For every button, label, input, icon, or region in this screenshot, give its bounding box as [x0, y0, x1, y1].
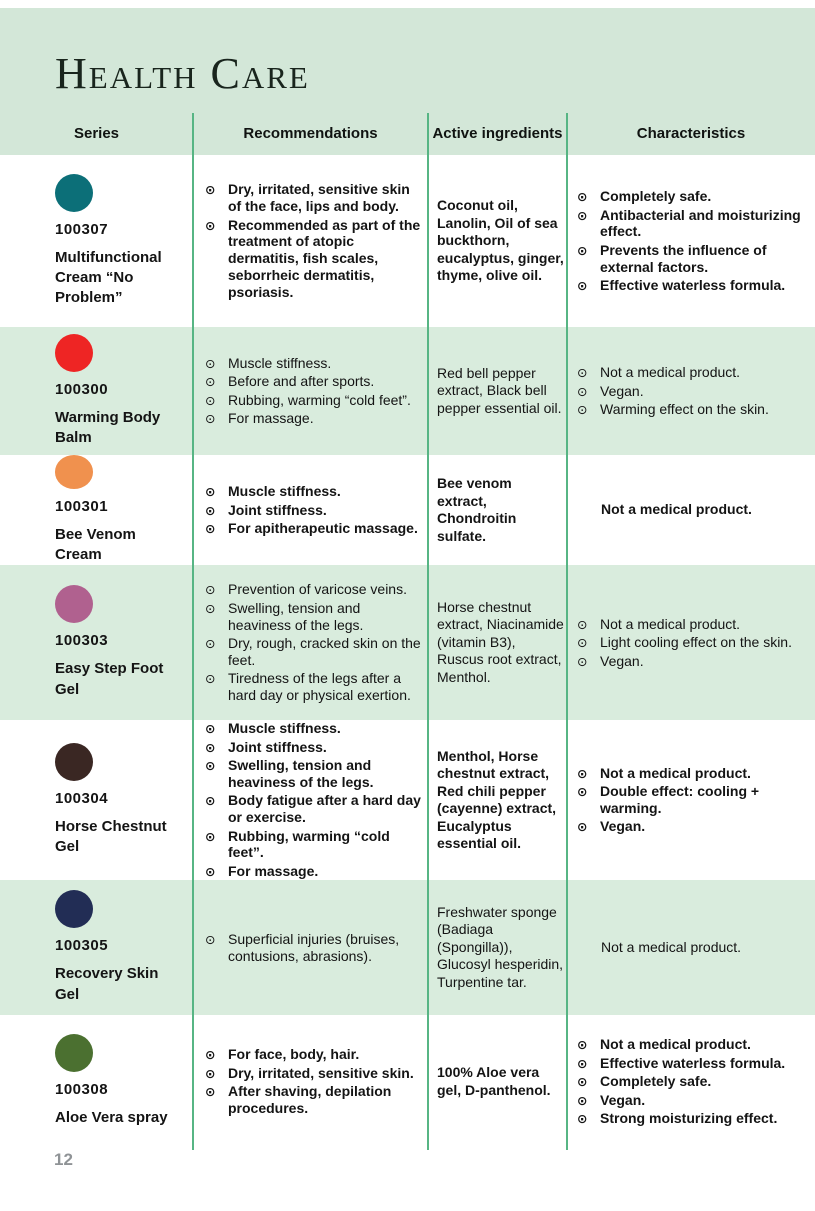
table-row [0, 455, 815, 565]
bullet-text: Before and after sports. [228, 373, 375, 390]
recommendations-cell [193, 880, 428, 1015]
circled-dot-bullet-icon: ⊙ [205, 217, 216, 233]
bullet-text: Vegan. [600, 1091, 646, 1108]
bullet-text: Tiredness of the legs after a hard day or physical exertion. [228, 670, 411, 703]
circled-dot-bullet-icon: ⊙ [577, 1111, 588, 1126]
circled-dot-bullet-icon: ⊙ [577, 277, 588, 293]
bullet-text: Vegan. [600, 382, 644, 399]
bullet-item [577, 653, 803, 670]
ingredients-cell [428, 565, 567, 720]
recommendations-cell [193, 327, 428, 455]
characteristics-text: Not a medical product. [601, 938, 742, 955]
circled-dot-bullet-icon: ⊙ [577, 784, 588, 800]
circled-dot-bullet-icon: ⊙ [205, 392, 216, 408]
product-name: Warming Body Balm [55, 408, 161, 446]
bullet-item [205, 520, 424, 537]
bullet-text: Rubbing, warming “cold feet”. [228, 391, 411, 408]
bullet-item [205, 757, 424, 791]
circled-dot-bullet-icon: ⊙ [205, 1047, 216, 1063]
bullet-list [205, 482, 424, 539]
bullet-text: Not a medical product. [600, 764, 751, 781]
ingredients-text: Freshwater sponge (Badiaga (Spongilla)), Glucosyl hesperidin, Turpentine tar. [437, 903, 564, 990]
bullet-item [205, 483, 424, 500]
bullet-text: Rubbing, warming “cold feet”. [228, 827, 390, 861]
characteristics-cell [567, 327, 815, 455]
bullet-item [205, 739, 424, 756]
recommendations-cell [193, 565, 428, 720]
circled-dot-bullet-icon: ⊙ [205, 828, 216, 844]
circled-dot-bullet-icon: ⊙ [577, 383, 588, 399]
bullet-item [577, 818, 803, 835]
bullet-item [205, 1083, 424, 1117]
bullet-text: Vegan. [600, 652, 644, 669]
bullet-item [577, 207, 803, 241]
bullet-text: Effective waterless formula. [600, 276, 786, 293]
circled-dot-bullet-icon: ⊙ [205, 721, 216, 737]
bullet-list [205, 180, 424, 302]
bullet-item [577, 242, 803, 276]
bullet-item [205, 1065, 424, 1082]
bullet-item [577, 1073, 803, 1090]
bullet-list [577, 1035, 803, 1129]
circled-dot-bullet-icon: ⊙ [205, 355, 216, 371]
product-code: 100301 [55, 497, 109, 515]
bullet-text: Not a medical product. [600, 364, 741, 380]
bullet-list [205, 929, 424, 966]
product-code: 100307 [55, 220, 109, 238]
bullet-text: Effective waterless formula. [600, 1054, 786, 1071]
circled-dot-bullet-icon: ⊙ [577, 635, 588, 650]
bullet-list [205, 580, 424, 705]
table-row [0, 720, 815, 880]
circled-dot-bullet-icon: ⊙ [205, 182, 216, 198]
bullet-item [577, 188, 803, 205]
bullet-item [577, 401, 803, 418]
column-header-active-ingredients: Active ingredients [432, 125, 563, 143]
circled-dot-bullet-icon: ⊙ [205, 374, 216, 390]
circled-dot-bullet-icon: ⊙ [205, 521, 216, 536]
product-code: 100300 [55, 380, 109, 398]
circled-dot-bullet-icon: ⊙ [577, 1037, 588, 1052]
product-color-dot [55, 174, 93, 212]
circled-dot-bullet-icon: ⊙ [577, 402, 588, 417]
circled-dot-bullet-icon: ⊙ [205, 600, 216, 616]
circled-dot-bullet-icon: ⊙ [577, 653, 588, 669]
bullet-text: Double effect: cooling + warming. [600, 783, 760, 816]
characteristics-text: Not a medical product. [601, 501, 752, 518]
circled-dot-bullet-icon: ⊙ [577, 1074, 588, 1089]
characteristics-cell [567, 720, 815, 880]
bullet-item [577, 765, 803, 782]
column-header-recommendations: Recommendations [243, 125, 378, 143]
ingredients-cell [428, 880, 567, 1015]
circled-dot-bullet-icon: ⊙ [577, 1092, 588, 1108]
bullet-text: Warming effect on the skin. [600, 401, 769, 417]
bullet-text: Muscle stiffness. [228, 720, 341, 737]
bullet-text: Muscle stiffness. [228, 483, 341, 499]
circled-dot-bullet-icon: ⊙ [205, 411, 216, 427]
bullet-text: Prevention of varicose veins. [228, 581, 407, 598]
product-code: 100303 [55, 632, 109, 650]
circled-dot-bullet-icon: ⊙ [577, 365, 588, 380]
circled-dot-bullet-icon: ⊙ [205, 582, 216, 598]
bullet-item [205, 355, 424, 372]
column-header-characteristics: Characteristics [636, 125, 746, 143]
product-color-dot [55, 1034, 93, 1072]
bullet-item [205, 410, 424, 427]
bullet-text: Superficial injuries (bruises, contusions, abrasions). [228, 930, 400, 964]
product-color-dot [55, 455, 93, 489]
bullet-text: Prevents the influence of external factors. [600, 241, 767, 275]
characteristics-cell [567, 565, 815, 720]
series-cell [0, 1015, 193, 1148]
circled-dot-bullet-icon: ⊙ [205, 635, 216, 651]
ingredients-text: Coconut oil, Lanolin, Oil of sea buckthorn, eucalyptus, ginger, thyme, olive oil. [437, 197, 564, 284]
bullet-list [205, 1045, 424, 1119]
bullet-text: For massage. [228, 410, 314, 427]
ingredients-cell [428, 1015, 567, 1148]
circled-dot-bullet-icon: ⊙ [577, 765, 588, 781]
ingredients-text: Bee venom extract, Chondroitin sulfate. [437, 475, 517, 544]
ingredients-cell [428, 155, 567, 327]
bullet-item [577, 383, 803, 400]
bullet-text: Swelling, tension and heaviness of the legs. [228, 757, 374, 791]
recommendations-cell [193, 1015, 428, 1148]
bullet-text: Antibacterial and moisturizing effect. [600, 206, 801, 240]
bullet-list [577, 363, 803, 420]
series-cell [0, 455, 193, 565]
ingredients-text: Horse chestnut extract, Niacinamide (vitamin B3), Ruscus root extract, Menthol. [437, 598, 564, 685]
bullet-text: Recommended as part of the treatment of atopic dermatitis, fish scales, seborrheic dermatitis, psoriasis. [228, 216, 421, 300]
bullet-item [577, 364, 803, 381]
bullet-item [577, 1092, 803, 1109]
column-divider [192, 113, 194, 1150]
circled-dot-bullet-icon: ⊙ [205, 739, 216, 755]
table-row [0, 565, 815, 720]
column-header-series: Series [73, 125, 120, 143]
product-name: Aloe Vera spray [55, 1109, 168, 1127]
bullet-item [205, 581, 424, 598]
bullet-item [205, 720, 424, 737]
bullet-item [205, 373, 424, 390]
bullet-text: Vegan. [600, 818, 646, 835]
table-row [0, 327, 815, 455]
circled-dot-bullet-icon: ⊙ [205, 502, 216, 518]
circled-dot-bullet-icon: ⊙ [577, 207, 588, 223]
table-row [0, 880, 815, 1015]
circled-dot-bullet-icon: ⊙ [205, 931, 216, 947]
recommendations-cell [193, 155, 428, 327]
bullet-text: Joint stiffness. [228, 501, 327, 518]
bullet-text: Dry, irritated, sensitive skin of the face, lips and body. [228, 181, 410, 215]
page-number: 12 [54, 1150, 73, 1169]
product-name: Multifunctional Cream “No Problem” [55, 248, 162, 307]
characteristics-cell [567, 155, 815, 327]
series-cell [0, 880, 193, 1015]
bullet-item [205, 828, 424, 862]
recommendations-cell [193, 455, 428, 565]
bullet-item [577, 1055, 803, 1072]
circled-dot-bullet-icon: ⊙ [205, 1065, 216, 1081]
bullet-list [577, 187, 803, 296]
bullet-text: Completely safe. [600, 188, 712, 205]
bullet-list [577, 763, 803, 837]
circled-dot-bullet-icon: ⊙ [577, 242, 588, 258]
circled-dot-bullet-icon: ⊙ [577, 819, 588, 835]
characteristics-cell [567, 880, 815, 1015]
circled-dot-bullet-icon: ⊙ [205, 793, 216, 809]
bullet-item [205, 792, 424, 826]
circled-dot-bullet-icon: ⊙ [205, 484, 216, 499]
product-code: 100305 [55, 937, 109, 955]
bullet-item [205, 600, 424, 634]
product-color-dot [55, 890, 93, 928]
bullet-item [577, 277, 803, 294]
bullet-text: Light cooling effect on the skin. [600, 634, 792, 650]
product-table [0, 155, 815, 1148]
bullet-text: Joint stiffness. [228, 738, 327, 755]
table-row [0, 1015, 815, 1148]
bullet-item [577, 1036, 803, 1053]
bullet-text: Completely safe. [600, 1073, 712, 1089]
bullet-item [577, 1110, 803, 1127]
product-code: 100308 [55, 1081, 109, 1099]
product-color-dot [55, 743, 93, 781]
bullet-text: Muscle stiffness. [228, 354, 332, 371]
circled-dot-bullet-icon: ⊙ [205, 1084, 216, 1100]
product-name: Bee Venom Cream [55, 525, 136, 563]
page-title: Health Care [55, 49, 310, 98]
bullet-item [205, 635, 424, 669]
bullet-list [205, 353, 424, 429]
ingredients-text: Menthol, Horse chestnut extract, Red chili pepper (cayenne) extract, Eucalyptus essential oil. [437, 747, 557, 851]
bullet-text: Swelling, tension and heaviness of the legs. [228, 599, 364, 633]
characteristics-cell [567, 1015, 815, 1148]
bullet-item [205, 502, 424, 519]
bullet-text: Strong moisturizing effect. [600, 1110, 778, 1126]
bullet-text: Dry, irritated, sensitive skin. [228, 1064, 414, 1081]
bullet-item [205, 670, 424, 704]
header-band [0, 8, 815, 155]
circled-dot-bullet-icon: ⊙ [577, 1055, 588, 1071]
table-column-headers [0, 113, 815, 155]
bullet-item [205, 392, 424, 409]
ingredients-cell [428, 720, 567, 880]
bullet-item [205, 181, 424, 215]
column-divider [427, 113, 429, 1150]
bullet-item [577, 616, 803, 633]
bullet-item [205, 863, 424, 880]
bullet-item [205, 931, 424, 965]
product-color-dot [55, 585, 93, 623]
recommendations-cell [193, 720, 428, 880]
bullet-text: Dry, rough, cracked skin on the feet. [228, 634, 421, 668]
column-divider [566, 113, 568, 1150]
series-cell [0, 565, 193, 720]
product-name: Horse Chestnut Gel [55, 817, 167, 855]
product-color-dot [55, 334, 93, 372]
bullet-item [577, 634, 803, 651]
table-row [0, 155, 815, 327]
ingredients-cell [428, 327, 567, 455]
product-code: 100304 [55, 789, 109, 807]
characteristics-cell [567, 455, 815, 565]
ingredients-text: 100% Aloe vera gel, D-panthenol. [437, 1064, 551, 1098]
bullet-text: After shaving, depilation procedures. [228, 1083, 392, 1116]
product-name: Easy Step Foot Gel [55, 660, 164, 698]
circled-dot-bullet-icon: ⊙ [205, 758, 216, 774]
ingredients-text: Red bell pepper extract, Black bell pepper essential oil. [437, 364, 562, 416]
bullet-text: Not a medical product. [600, 1036, 751, 1052]
bullet-item [205, 1046, 424, 1063]
ingredients-cell [428, 455, 567, 565]
bullet-text: Not a medical product. [600, 615, 741, 632]
bullet-text: Body fatigue after a hard day or exercise. [228, 792, 421, 826]
bullet-list [205, 719, 424, 881]
circled-dot-bullet-icon: ⊙ [205, 671, 216, 687]
bullet-item [205, 217, 424, 301]
bullet-item [577, 783, 803, 817]
bullet-text: For face, body, hair. [228, 1046, 360, 1063]
product-name: Recovery Skin Gel [55, 965, 159, 1003]
circled-dot-bullet-icon: ⊙ [205, 863, 216, 879]
circled-dot-bullet-icon: ⊙ [577, 189, 588, 205]
bullet-list [577, 614, 803, 671]
circled-dot-bullet-icon: ⊙ [577, 616, 588, 632]
series-cell [0, 327, 193, 455]
series-cell [0, 720, 193, 880]
series-cell [0, 155, 193, 327]
bullet-text: For apitherapeutic massage. [228, 520, 418, 536]
bullet-text: For massage. [228, 862, 319, 879]
